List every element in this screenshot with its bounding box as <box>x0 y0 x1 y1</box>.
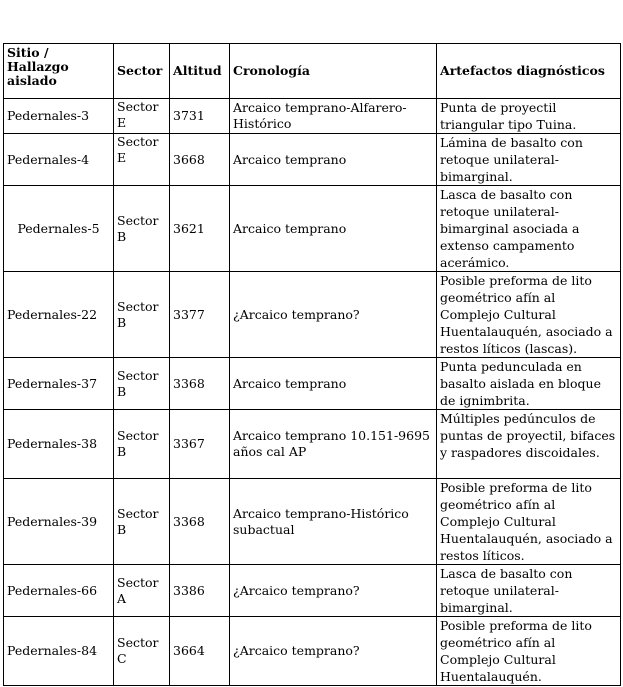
cell-sitio: Pedernales-38 <box>4 410 114 479</box>
cell-cronologia: Arcaico temprano <box>230 358 437 410</box>
cell-sector: Sector E <box>114 99 170 134</box>
cell-cronologia: Arcaico temprano <box>230 186 437 272</box>
cell-cronologia: ¿Arcaico temprano? <box>230 565 437 617</box>
cell-sector: Sector A <box>114 565 170 617</box>
cell-sector: Sector B <box>114 358 170 410</box>
cell-sitio: Pedernales-84 <box>4 617 114 686</box>
cell-cronologia: ¿Arcaico temprano? <box>230 617 437 686</box>
cell-sector: Sector C <box>114 617 170 686</box>
cell-artefactos: Punta de proyectil triangular tipo Tuina. <box>437 99 621 134</box>
cell-sitio: Pedernales-37 <box>4 358 114 410</box>
cell-altitud: 3668 <box>170 134 230 186</box>
cell-altitud: 3377 <box>170 272 230 358</box>
cell-artefactos: Múltiples pedúnculos de puntas de proyectil, bifaces y raspadores discoidales. <box>437 410 621 479</box>
table-row <box>4 186 621 272</box>
cell-altitud: 3368 <box>170 479 230 565</box>
cell-sitio: Pedernales-66 <box>4 565 114 617</box>
cell-artefactos: Posible preforma de lito geométrico afín al Complejo Cultural Huentalauquén, asociado a restos líticos. <box>437 479 621 565</box>
cell-altitud: 3731 <box>170 99 230 134</box>
cell-sitio: Pedernales-3 <box>4 99 114 134</box>
archaeological-sites-table <box>3 43 621 686</box>
cell-cronologia: Arcaico temprano <box>230 134 437 186</box>
table-row <box>4 617 621 686</box>
cell-sector: Sector B <box>114 186 170 272</box>
cell-cronologia: Arcaico temprano 10.151-9695 años cal AP <box>230 410 437 479</box>
cell-cronologia: Arcaico temprano-Alfarero-Histórico <box>230 99 437 134</box>
table-row <box>4 272 621 358</box>
cell-sector: Sector B <box>114 410 170 479</box>
cell-altitud: 3368 <box>170 358 230 410</box>
cell-artefactos: Lámina de basalto con retoque unilateral-bimarginal. <box>437 134 621 186</box>
header-artefactos: Artefactos diagnósticos <box>437 44 621 99</box>
cell-cronologia: ¿Arcaico temprano? <box>230 272 437 358</box>
cell-artefactos: Posible preforma de lito geométrico afín al Complejo Cultural Huentalauquén. <box>437 617 621 686</box>
cell-sector: Sector E <box>114 134 170 186</box>
header-altitud: Altitud <box>170 44 230 99</box>
cell-artefactos: Lasca de basalto con retoque unilateral-bimarginal. <box>437 565 621 617</box>
header-sector: Sector <box>114 44 170 99</box>
table-row <box>4 134 621 186</box>
cell-artefactos: Lasca de basalto con retoque unilateral-bimarginal asociada a extenso campamento acerámico. <box>437 186 621 272</box>
table-header-row <box>4 44 621 99</box>
table-row <box>4 99 621 134</box>
cell-altitud: 3621 <box>170 186 230 272</box>
table-row <box>4 479 621 565</box>
cell-altitud: 3367 <box>170 410 230 479</box>
cell-artefactos: Posible preforma de lito geométrico afín al Complejo Cultural Huentalauquén, asociado a restos líticos (lascas). <box>437 272 621 358</box>
cell-sitio: Pedernales-5 <box>4 186 114 272</box>
cell-sector: Sector B <box>114 479 170 565</box>
table-row <box>4 358 621 410</box>
cell-sitio: Pedernales-39 <box>4 479 114 565</box>
cell-sitio: Pedernales-4 <box>4 134 114 186</box>
cell-sector: Sector B <box>114 272 170 358</box>
cell-altitud: 3664 <box>170 617 230 686</box>
table-row <box>4 565 621 617</box>
cell-cronologia: Arcaico temprano-Histórico subactual <box>230 479 437 565</box>
cell-sitio: Pedernales-22 <box>4 272 114 358</box>
table-row <box>4 410 621 479</box>
cell-altitud: 3386 <box>170 565 230 617</box>
cell-artefactos: Punta pedunculada en basalto aislada en bloque de ignimbrita. <box>437 358 621 410</box>
header-cronologia: Cronología <box>230 44 437 99</box>
header-sitio: Sitio / Hallazgo aislado <box>4 44 114 99</box>
